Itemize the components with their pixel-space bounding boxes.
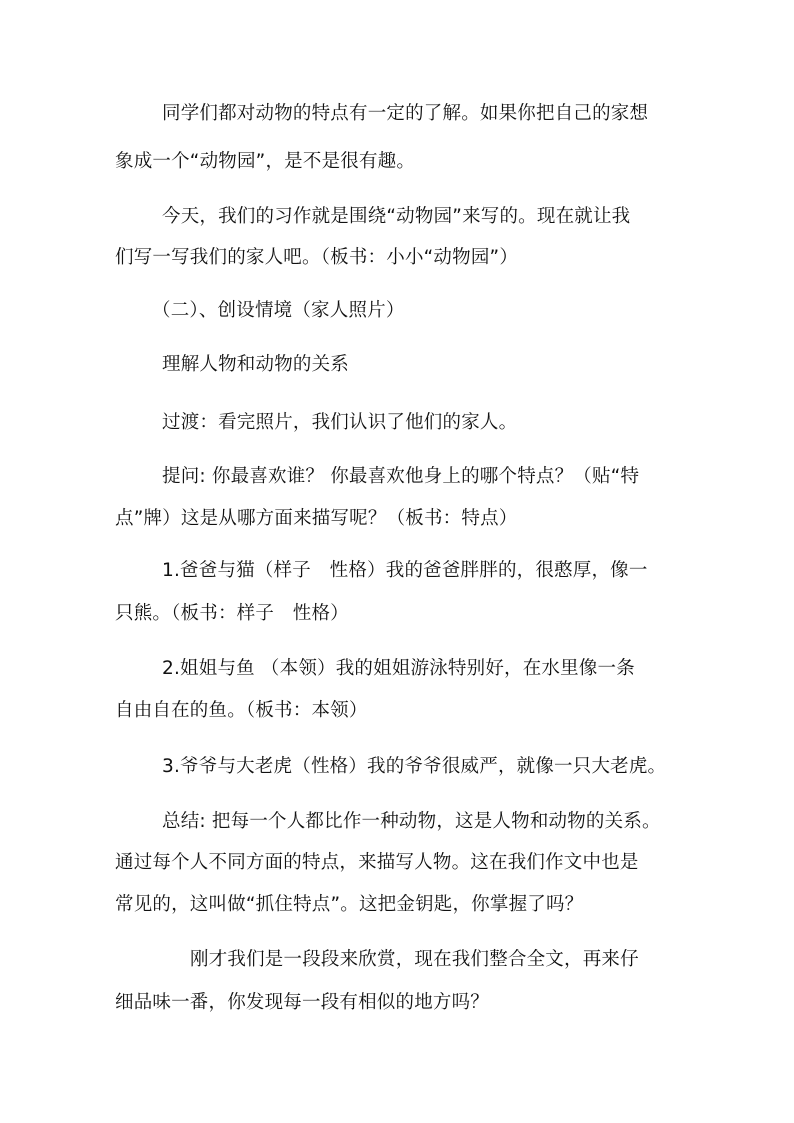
paragraph-6-line-2: 点”牌）这是从哪方面来描写呢？（板书：特点） [115, 508, 518, 529]
paragraph-8-line-2: 自由自在的鱼。（板书：本领） [115, 700, 368, 721]
paragraph-10-line-1: 总结: 把每一个人都比作一种动物，这是人物和动物的关系。 [162, 811, 661, 832]
paragraph-11-line-2: 细品味一番，你发现每一段有相似的地方吗？ [115, 992, 490, 1013]
paragraph-8-line-1: 2.姐姐与鱼 （本领）我的姐姐游泳特别好，在水里像一条 [162, 658, 635, 679]
section-heading: （二）、创设情境（家人照片） [152, 300, 405, 321]
paragraph-4-line-1: 理解人物和动物的关系 [162, 354, 350, 375]
paragraph-9-line-1: 3.爷爷与大老虎（性格）我的爷爷很威严，就像一只大老虎。 [162, 756, 667, 777]
paragraph-7-line-1: 1.爸爸与猫（样子 性格）我的爸爸胖胖的，很憨厚，像一 [162, 560, 648, 581]
paragraph-1-line-1: 同学们都对动物的特点有一定的了解。如果你把自己的家想 [162, 103, 649, 124]
paragraph-11-line-1: 刚才我们是一段段来欣赏，现在我们整合全文，再来仔 [190, 949, 639, 970]
paragraph-6-line-1: 提问: 你最喜欢谁？ 你最喜欢他身上的哪个特点？（贴“特 [162, 466, 640, 487]
paragraph-2-line-1: 今天，我们的习作就是围绕“动物园”来写的。现在就让我 [162, 206, 631, 227]
paragraph-1-line-2: 象成一个“动物园”，是不是很有趣。 [115, 151, 416, 172]
paragraph-5-line-1: 过渡：看完照片，我们认识了他们的家人。 [162, 412, 518, 433]
paragraph-7-line-2: 只熊。（板书：样子 性格） [115, 603, 349, 624]
paragraph-10-line-2: 通过每个人不同方面的特点，来描写人物。这在我们作文中也是 [115, 852, 639, 873]
paragraph-10-line-3: 常见的，这叫做“抓住特点”。这把金钥匙，你掌握了吗？ [115, 894, 584, 915]
paragraph-2-line-2: 们写一写我们的家人吧。（板书：小小“动物园”） [115, 247, 519, 268]
